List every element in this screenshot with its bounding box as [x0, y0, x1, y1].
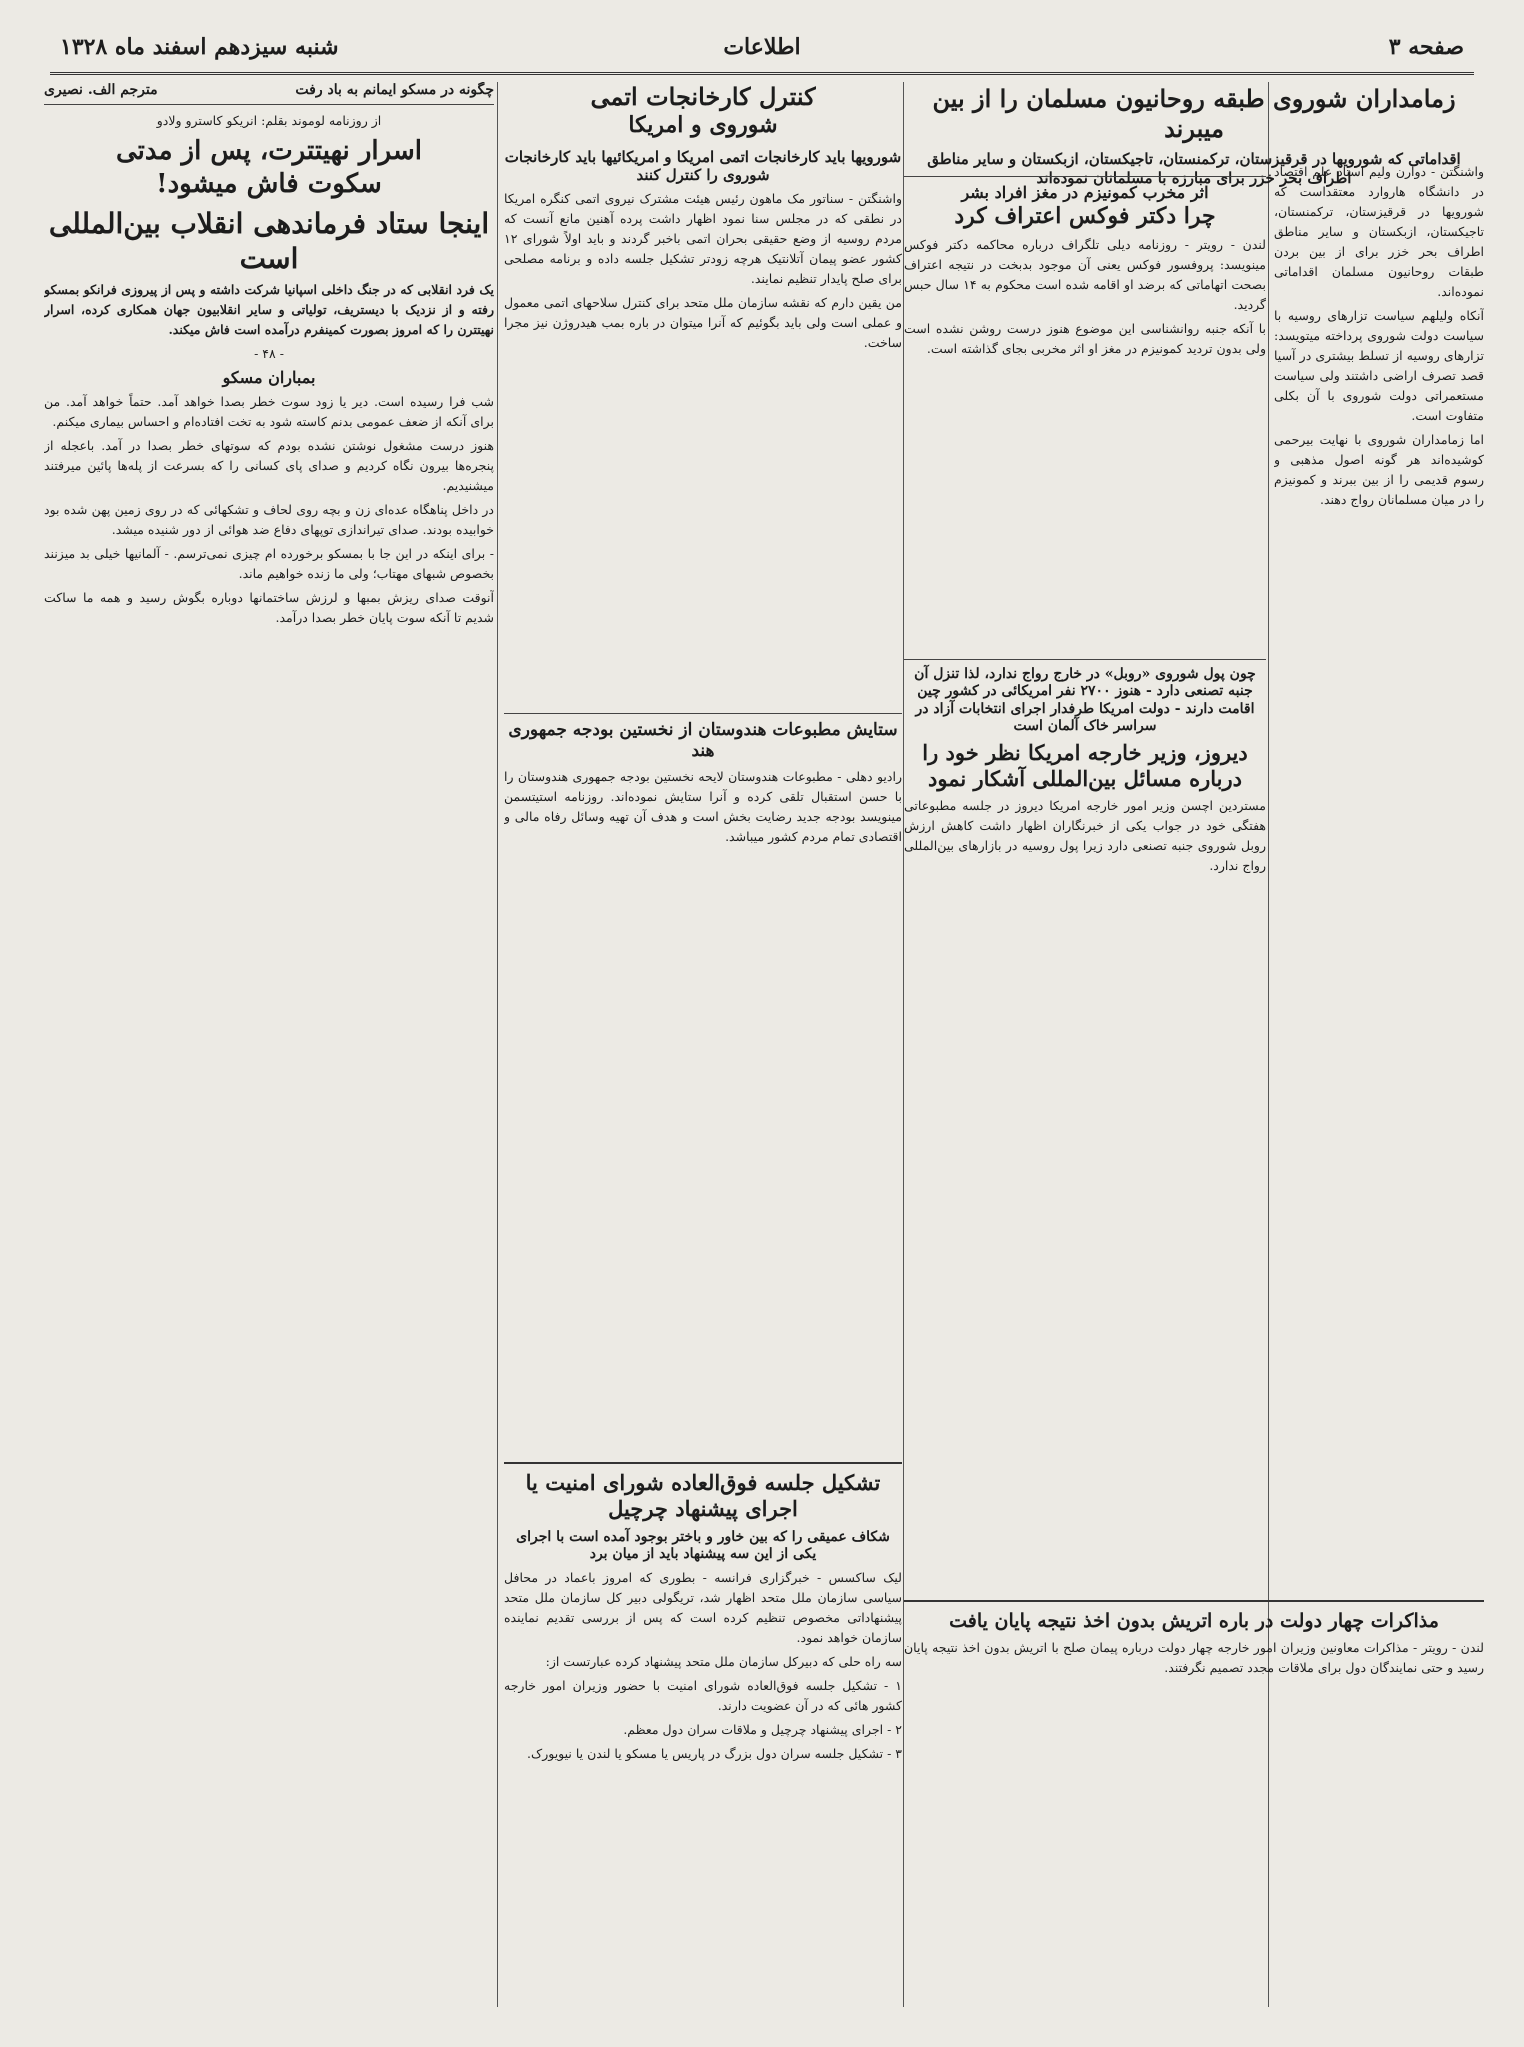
article-kicker-row [44, 82, 494, 98]
left-column [44, 82, 494, 2007]
list-item: ۳ - تشکیل جلسه سران دول بزرگ در پاریس یا مسکو یا لندن یا نیویورک. [527, 1745, 902, 1761]
part-number: - ۴۸ - [254, 346, 284, 361]
mid-right-column [904, 170, 1266, 2007]
article-body: لندن - رویتر - مذاکرات معاونین وزیران امور خارجه چهار دولت درباره پیمان صلح با اتریش بدون اخذ نتیجه پایان رسید و حتی نمایندگان دول برای ملاقات مجدد تصمیم نگرفتند. [904, 1639, 1484, 1675]
article-body: سه راه حلی که دبیرکل سازمان ملل متحد پیشنهاد کرده عبارتست از: [545, 1653, 902, 1669]
article-body: لیک ساکسس - خبرگزاری فرانسه - بطوری که امروز باعماد در محافل سیاسی سازمان ملل متحد اظهار شد، تریگولی دبیر کل سازمان ملل متحد پیشنهاداتی مخصوص تنظیم کرده است که پس از بررسی تقدیم نماینده سازمان خواهد نمود. [504, 1569, 902, 1645]
article-body: مستردین اچسن وزیر امور خارجه امریکا دیروز در جلسه مطبوعاتی هفتگی خود در جواب یکی از خبرنگاران اظهار داشت کاهش ارزش روبل شوروی جنبه تصنعی دارد زیرا پول روسیه در بازارهای بین‌المللی رواج ندارد. [904, 798, 1266, 873]
issue-date: شنبه سیزدهم اسفند ماه ۱۳۲۸ [60, 34, 339, 60]
list-item: ۲ - اجرای پیشنهاد چرچیل و ملاقات سران دول معظم. [623, 1721, 902, 1737]
list-item: ۱ - تشکیل جلسه فوق‌العاده شورای امنیت با حضور وزیران امور خارجه کشور هائی که در آن عضویت دارند. [504, 1677, 902, 1713]
article-body: واشنگتن - سناتور مک ماهون رئیس هیئت مشترک نیروی اتمی کنگره امریکا در نطقی که در مجلس سنا نمود اظهار داشت پرده آهنین مانع آنست که مردم روسیه از وضع حقیقی بحران اتمی باخبر گردند و باید اولاً شورای ۱۲ کشور عضو پیمان آتلانتیک هرچه زودتر تشکیل جلسه داده و برنامه مصلحی برای صلح پایدار تنظیم نمایند. [504, 191, 902, 286]
article-body: واشنگتن - دوارن ولیم استاد علم اقتصاد در دانشگاه هاروارد معتقداست که شورویها در قرقیزستان، ترکمنستان، تاجیکستان، ازبکستان و سایر مناطق اطراف بحر خزر برای از بین بردن طبقات روحانیون مسلمان اقداماتی نموده‌اند. [1274, 164, 1484, 299]
article-body: شب فرا رسیده است. دیر یا زود سوت خطر بصدا خواهد آمد. حتماً خواهد آمد. من برای آنکه از ضعف عمومی بدنم کاسته شود به تخت افتاده‌ام و احساس بیماری میکنم. [44, 394, 494, 429]
page-number: صفحه ۳ [1388, 34, 1464, 60]
translator-credit: مترجم الف. نصیری [44, 82, 158, 98]
masthead [50, 28, 1474, 75]
right-column [1274, 82, 1484, 2007]
article-headline: شوروی و امریکا [628, 112, 778, 138]
article-body: من یقین دارم که نقشه سازمان ملل متحد برای کنترل سلاحهای اتمی معمول و عملی است ولی باید بگوئیم که آنرا میتوان در باره بمب هیدروژن نیز مجرا ساخت. [504, 295, 902, 350]
article-body: - برای اینکه در این جا با بمسکو برخورده ام چیزی نمی‌ترسم. - آلمانیها خیلی بد میزنند بخصوص شبهای مهتاب؛ ولی ما زنده خواهیم ماند. [44, 546, 494, 581]
austria-talks-box [904, 1600, 1484, 1682]
article-body: اما زمامداران شوروی با نهایت بیرحمی کوشیده‌اند هر گونه اصول مذهبی و رسوم قدیمی را از بین ببرند و کمونیزم را در میان مسلمانان رواج دهند. [1274, 432, 1484, 507]
article-headline: مذاکرات چهار دولت در باره اتریش بدون اخذ نتیجه پایان یافت [949, 1610, 1439, 1632]
column-rule [497, 82, 498, 2007]
article-headline: ستایش مطبوعات هندوستان از نخستین بودجه جمهوری هند [508, 720, 898, 762]
article-body: در داخل پناهگاه عده‌ای زن و بچه روی لحاف و تشکهائی که در روی زمین پهن شده بود خوابیده بودند. صدای تیراندازی توپهای دفاع ضد هوائی از دور شنیده میشد. [44, 502, 494, 537]
article-headline: دیروز، وزیر خارجه امریکا نظر خود را درباره مسائل بین‌المللی آشکار نمود [922, 739, 1248, 791]
section-title: بمباران مسکو [222, 368, 316, 387]
security-council-article [504, 1462, 902, 2010]
divider [904, 176, 1266, 177]
divider [504, 713, 902, 714]
article-source: از روزنامه لوموند بقلم: انریکو کاسترو ولادو [156, 113, 382, 128]
paper-name: اطلاعات [723, 34, 801, 60]
column-rule [1268, 82, 1269, 2007]
article-headline: اینجا ستاد فرماندهی انقلاب بین‌المللی است [48, 207, 490, 275]
article-body: لندن - رویتر - روزنامه دیلی تلگراف درباره محاکمه دکتر فوکس مینویسد: پروفسور فوکس یعنی آن موجود بدبخت در نتیجه اعتراف بصحت اتهاماتی که برضد او اقامه شده است محکوم به ۱۴ سال حبس گردید. [904, 236, 1266, 312]
divider [904, 659, 1266, 660]
article-body: هنوز درست مشغول نوشتن نشده بودم که سوتهای خطر بصدا در آمد. باعجله از پنجره‌ها بیرون نگاه کردیم و صدای پای کسانی را که بسرعت از پله‌ها پائین میرفتند میشنیدیم. [44, 438, 494, 493]
article-subhead: اقداماتی که شورویها در قرقیزستان، ترکمنستان، تاجیکستان، ازبکستان و سایر مناطق اطراف بحر خزر برای مبارزه با مسلمانان نموده‌اند [927, 150, 1461, 187]
article-headline: کنترل کارخانجات اتمی [590, 82, 816, 111]
article-headline: سکوت فاش میشود! [156, 168, 382, 199]
article-kicker: اثر مخرب کمونیزم در مغز افراد بشر [961, 183, 1209, 202]
article-headline: چرا دکتر فوکس اعتراف کرد [954, 203, 1216, 229]
article-headline: اسرار نهیتترت، پس از مدتی [116, 136, 422, 166]
article-body: آنوقت صدای ریزش بمبها و لرزش ساختمانها دوباره بگوش رسید و همه ما ساکت شدیم تا آنکه سوت پایان خطر بصدا درآمد. [44, 590, 494, 625]
article-body: رادیو دهلی - مطبوعات هندوستان لایحه نخستین بودجه جمهوری هندوستان را با حسن استقبال تلقی کرده و آنرا ستایش نموده‌اند. روزنامه استیتسمن مینویسد بودجه جدید رضایت بخش است و هدف آن تهیه وسائل رفاه مالی و اقتصادی تمام مردم کشور میباشد. [504, 768, 902, 844]
article-subhead: چون پول شوروی «روبل» در خارج رواج ندارد، لذا تنزل آن جنبه تصنعی دارد - هنوز ۲۷۰۰ نفر امریکائی در کشور چین اقامت دارند - دولت امریکا طرفدار اجرای انتخابات آزاد در سراسر خاک آلمان است [914, 665, 1256, 734]
article-body: با آنکه جنبه روانشناسی این موضوع هنوز درست روشن نشده است ولی بدون تردید کمونیزم در مغز او اثر مخربی بجای گذاشته است. [904, 320, 1266, 356]
article-intro: یک فرد انقلابی که در جنگ داخلی اسپانیا شرکت داشته و پس از پیروزی فرانکو بمسکو رفته و از نزدیک با دیستریف، تولیاتی و سایر انقلابیون جهان همکاری کرده، اسرار نهیتترن را که امروز بصورت کمینفرم درآمده است فاش میکند. [44, 282, 494, 337]
article-body: آنکاه ولیلهم سیاست تزارهای روسیه با سیاست دولت شوروی پرداخته میتویسد: تزارهای روسیه از تسلط بیشتری در آسیا قصد تصرف اراضی داشتند ولی سیاست مستعمراتی دولت شوروی با آن بکلی متفاوت است. [1274, 308, 1484, 423]
article-subhead: شورویها باید کارخانجات اتمی امریکا و امریکائیها باید کارخانجات شوروی را کنترل کنند [504, 147, 902, 185]
article-headline: زمامداران شوروی طبقه روحانیون مسلمان را از بین میبرند [932, 84, 1456, 143]
article-headline: تشکیل جلسه فوق‌العاده شورای امنیت یا اجرای پیشنهاد چرچیل [525, 1470, 881, 1522]
article-kicker: چگونه در مسکو ایمانم به باد رفت [295, 82, 494, 98]
article-subhead: شکاف عمیقی را که بین خاور و باختر بوجود آمده است با اجرای یکی از این سه پیشنهاد باید از میان برد [516, 1528, 890, 1562]
divider [44, 104, 494, 105]
